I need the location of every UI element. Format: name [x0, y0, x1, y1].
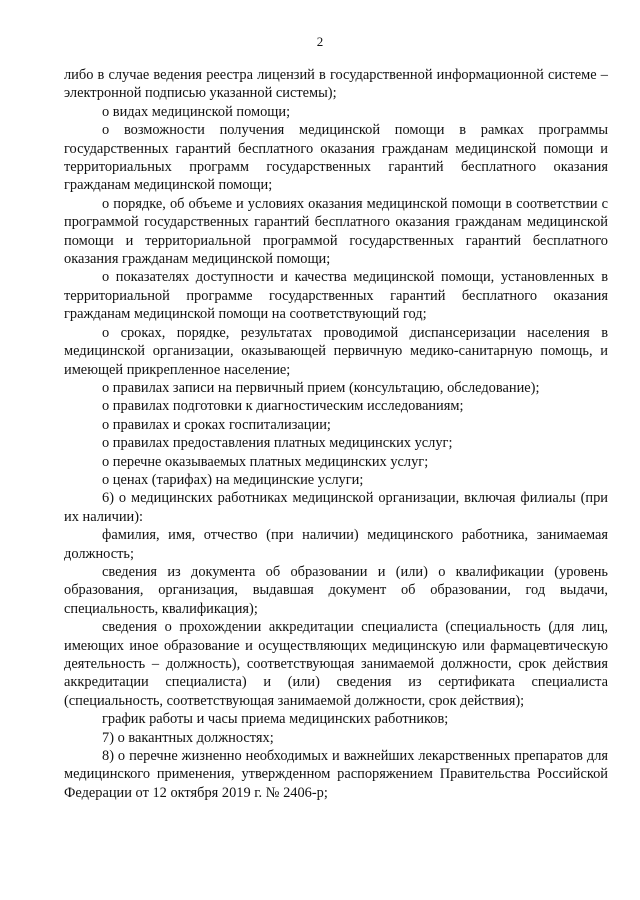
- paragraph: о правилах подготовки к диагностическим исследованиям;: [102, 398, 464, 415]
- paragraph: сведения из документа об образовании и (или) о квалификации (уровень образования, организация, выдавшая документ об образовании, год выдачи, специальность, квалификация);: [64, 563, 608, 617]
- paragraph: 6) о медицинских работниках медицинской организации, включая филиалы (при их наличии):: [64, 490, 608, 525]
- paragraph: о сроках, порядке, результатах проводимой диспансеризации населения в медицинской организации, оказывающей первичную медико-санитарную помощь, и имеющей прикрепленное население;: [64, 324, 608, 378]
- paragraph: о правилах записи на первичный прием (консультацию, обследование);: [102, 379, 540, 396]
- paragraph: о возможности получения медицинской помощи в рамках программы государственных гарантий бесплатного оказания гражданам медицинской помощи и территориальных программ государственных гарантий бесплатного оказания гражданам медицинской помощи;: [64, 122, 608, 194]
- paragraph: 7) о вакантных должностях;: [102, 729, 274, 746]
- paragraph: о порядке, об объеме и условиях оказания медицинской помощи в соответствии с программой государственных гарантий бесплатного оказания гражданам медицинской помощи и территориальной программой государственных гарантий бесплатного оказания гражданам медицинской помощи;: [64, 195, 608, 268]
- paragraph: о ценах (тарифах) на медицинские услуги;: [102, 471, 364, 488]
- paragraph: о правилах предоставления платных медицинских услуг;: [102, 435, 453, 452]
- paragraph: о показателях доступности и качества медицинской помощи, установленных в территориальной программе государственных гарантий бесплатного оказания гражданам медицинской помощи на соответствующий год;: [64, 269, 608, 323]
- paragraph: о правилах и сроках госпитализации;: [102, 416, 331, 433]
- paragraph: о видах медицинской помощи;: [102, 103, 291, 120]
- page-number: 2: [316, 34, 324, 49]
- paragraph: либо в случае ведения реестра лицензий в государственной информационной системе – электронной подписью указанной системы);: [64, 67, 608, 102]
- paragraph: фамилия, имя, отчество (при наличии) медицинского работника, занимаемая должность;: [64, 527, 608, 562]
- paragraph: о перечне оказываемых платных медицинских услуг;: [102, 453, 429, 470]
- document-body: [64, 66, 608, 802]
- paragraph: 8) о перечне жизненно необходимых и важнейших лекарственных препаратов для медицинского применения, утвержденном распоряжением Правительства Российской Федерации от 12 октября 2019 г. № 2406-р;: [64, 748, 608, 801]
- paragraph: сведения о прохождении аккредитации специалиста (специальность (для лиц, имеющих иное образование и осуществляющих медицинскую или фармацевтическую деятельность – должность), соответствующая занимаемой должности, срок действия аккредитации специалиста) и (или) сведения из сертификата специалиста (специальность, соответствующая занимаемой должности, срок действия);: [64, 619, 608, 709]
- paragraph: график работы и часы приема медицинских работников;: [102, 711, 449, 728]
